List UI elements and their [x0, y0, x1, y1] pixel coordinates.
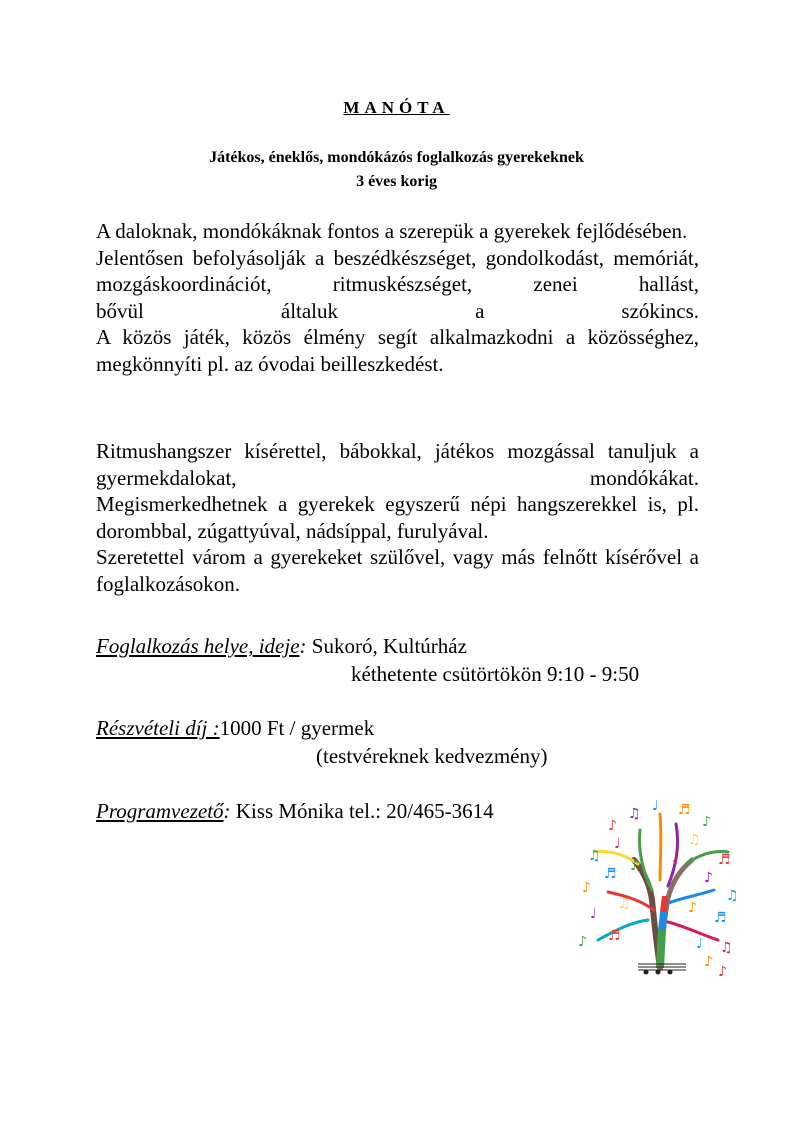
svg-text:♫: ♫	[588, 848, 601, 864]
svg-text:♪: ♪	[688, 900, 697, 916]
intro-line-1: A daloknak, mondókáknak fontos a szerepük a gyerekek fejlődésében.	[96, 219, 688, 243]
svg-text:♩: ♩	[672, 850, 679, 866]
svg-text:♫: ♫	[720, 940, 733, 956]
fee-note: (testvéreknek kedvezmény)	[316, 744, 548, 768]
svg-text:♪: ♪	[702, 814, 711, 830]
svg-text:♩: ♩	[696, 936, 703, 952]
svg-text:♪: ♪	[704, 870, 713, 886]
subtitle	[0, 146, 793, 194]
svg-text:♪: ♪	[718, 964, 727, 980]
svg-text:♪: ♪	[704, 954, 713, 970]
svg-text:♫: ♫	[618, 896, 631, 912]
svg-text:♪: ♪	[578, 934, 587, 950]
fee-value: 1000 Ft / gyermek	[219, 716, 375, 740]
place-info	[96, 633, 467, 659]
intro-line-2: Jelentősen befolyásolják a beszédkészséget, gondolkodást, memóriát, mozgáskoordinációt, ritmuskészséget, zenei hallást,	[96, 245, 699, 296]
music-tree-icon	[568, 800, 744, 980]
svg-text:♫: ♫	[726, 888, 739, 904]
page-title: MANÓTA	[343, 98, 450, 117]
svg-text:♫: ♫	[628, 806, 641, 822]
place-label: Foglalkozás helye, ideje	[96, 634, 300, 658]
leader-value: Kiss Mónika tel.: 20/465-3614	[230, 799, 494, 823]
svg-text:♫: ♫	[688, 832, 701, 848]
svg-text:♪: ♪	[630, 858, 639, 874]
leader-label: Programvezető	[96, 799, 224, 823]
svg-text:♩: ♩	[652, 800, 659, 814]
svg-text:♬: ♬	[604, 866, 617, 882]
leader-info	[96, 798, 494, 824]
svg-text:♩: ♩	[590, 906, 597, 922]
intro-line-3: bővül általuk a szókincs.	[96, 298, 699, 323]
intro-line-4: A közös játék, közös élmény segít alkalmazkodni a közösséghez, megkönnyíti pl. az óvodai beilleszkedést.	[96, 325, 699, 376]
fee-info	[96, 715, 374, 741]
svg-text:♬: ♬	[718, 852, 731, 868]
place-schedule: kéthetente csütörtökön 9:10 - 9:50	[351, 662, 640, 686]
method-paragraph	[96, 438, 699, 597]
svg-text:♩: ♩	[614, 836, 621, 852]
method-line-1: Ritmushangszer kísérettel, bábokkal, játékos mozgással tanuljuk a gyermekdalokat, mondókákat.	[96, 439, 699, 490]
svg-text:♬: ♬	[678, 802, 691, 818]
subtitle-line-1: Játékos, éneklős, mondókázós foglalkozás gyerekeknek	[209, 149, 584, 166]
fee-label: Részvételi díj :	[96, 716, 220, 740]
leader-colon: :	[223, 799, 231, 823]
svg-text:♬: ♬	[714, 910, 727, 926]
subtitle-line-2: 3 éves korig	[356, 173, 437, 190]
svg-text:♪: ♪	[582, 880, 591, 896]
svg-text:♬: ♬	[608, 928, 621, 944]
place-colon: :	[299, 634, 307, 658]
method-line-2: Megismerkedhetnek a gyerekek egyszerű népi hangszerekkel is, pl. dorombbal, zúgattyúval, nádsíppal, furulyával.	[96, 492, 699, 543]
music-tree-graphic	[568, 800, 744, 980]
intro-paragraph	[96, 218, 699, 377]
method-line-3: Szeretettel várom a gyerekeket szülővel, vagy más felnőtt kísérővel a foglalkozásokon.	[96, 545, 699, 596]
svg-text:♪: ♪	[608, 818, 617, 834]
place-value: Sukoró, Kultúrház	[306, 634, 467, 658]
